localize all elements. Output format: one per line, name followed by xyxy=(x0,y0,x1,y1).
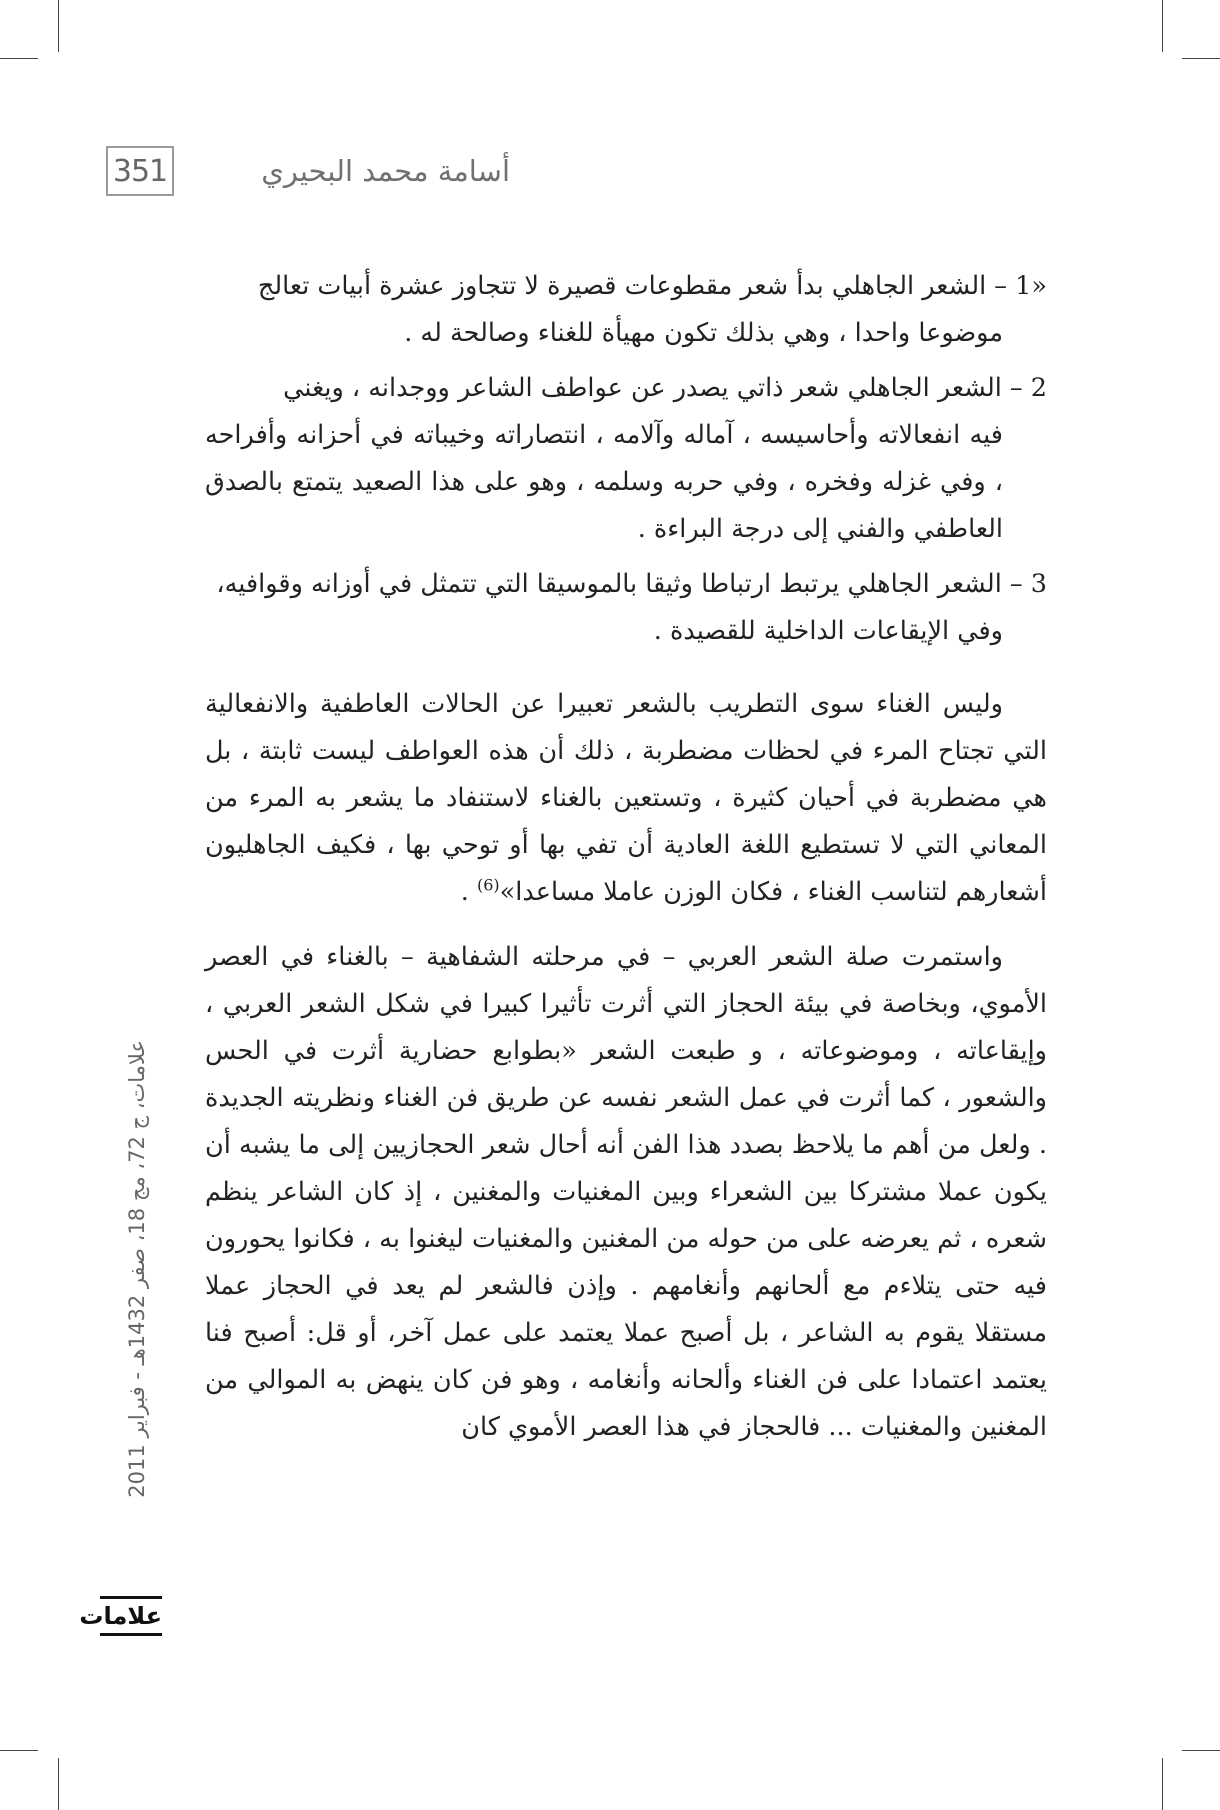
list-item xyxy=(205,561,1047,655)
crop-mark xyxy=(1182,1750,1220,1751)
journal-logo: علامات xyxy=(100,1596,162,1636)
paragraph-text: وليس الغناء سوى التطريب بالشعر تعبيرا عن الحالات العاطفية والانفعالية التي تجتاح المرء في لحظات مضطربة ، ذلك أن هذه العواطف ليست ثابتة ، بل هي مضطربة في أحيان كثيرة ، وتستعين بالغناء لاستنفاد ما يشعر به المرء من المعاني التي لا تستطيع اللغة العادية أن تفي بها أو توحي بها ، فكيف الجاهليون أشعارهم لتناسب الغناء ، فكان الوزن عاملا مساعدا» xyxy=(205,689,1047,907)
crop-mark xyxy=(58,1758,59,1810)
running-header-author: أسامة محمد البحيري xyxy=(261,154,510,188)
crop-mark xyxy=(0,1750,38,1751)
list-item-text: فيه انفعالاته وأحاسيسه ، آماله وآلامه ، انتصاراته وخيباته في أحزانه وأفراحه ، وفي غزله وفخره ، وفي حربه وسلمه ، وهو على هذا الصعيد يتمتع بالصدق العاطفي والفني إلى درجة البراءة . xyxy=(205,420,1003,544)
crop-mark xyxy=(58,0,59,52)
crop-mark xyxy=(1182,58,1220,59)
body-paragraph: واستمرت صلة الشعر العربي – في مرحلته الشفاهية – بالغناء في العصر الأموي، وبخاصة في بيئة الحجاز التي أثرت تأثيرا كبيرا في شكل الشعر العربي ، وإيقاعاته ، وموضوعاته ، و طبعت الشعر «بطوابع حضارية أثرت في الحس والشعور ، كما أثرت في عمل الشعر نفسه عن طريق فن الغناء ونظريته الجديدة . ولعل من أهم ما يلاحظ بصدد هذا الفن أنه أحال شعر الحجازيين إلى ما يشبه أن يكون عملا مشتركا بين الشعراء وبين المغنيات والمغنين ، إذ كان الشاعر ينظم شعره ، ثم يعرضه على من حوله من المغنين والمغنيات ليغنوا به ، فكانوا يحورون فيه حتى يتلاءم مع ألحانهم وأنغامهم . وإذن فالشعر لم يعد في الحجاز عملا مستقلا يقوم به الشاعر ، بل أصبح عملا يعتمد على عمل آخر، أو قل: أصبح فنا يعتمد اعتمادا على فن الغناء وألحانه وأنغامه ، وهو فن كان ينهض به الموالي من المغنين والمغنيات ... فالحجاز في هذا العصر الأموي كان xyxy=(205,942,1047,1442)
list-item xyxy=(205,365,1047,553)
sentence-end: . xyxy=(460,877,469,907)
page-number: 351 xyxy=(106,146,174,196)
list-item-first-line: الشعر الجاهلي بدأ شعر مقطوعات قصيرة لا تتجاوز عشرة أبيات تعالج xyxy=(257,271,987,301)
list-item-first-line: الشعر الجاهلي شعر ذاتي يصدر عن عواطف الشاعر ووجدانه ، ويغني xyxy=(283,373,1002,403)
article-body xyxy=(205,263,1047,1451)
crop-mark xyxy=(1162,0,1163,52)
list-item-number: 2 – xyxy=(1009,373,1047,403)
list-item xyxy=(205,263,1047,357)
body-paragraph xyxy=(205,681,1047,916)
list-item-number: 3 – xyxy=(1009,569,1047,599)
footnote-ref[interactable]: (6) xyxy=(476,875,500,895)
list-item-text: موضوعا واحدا ، وهي بذلك تكون مهيأة للغناء وصالحة له . xyxy=(404,318,1003,348)
list-item-text: وفي الإيقاعات الداخلية للقصيدة . xyxy=(653,616,1003,646)
journal-info: علامات، ج 72، مج 18، صفر 1432هـ - فبراير 2011 xyxy=(125,1040,149,1498)
list-item-number: «1 – xyxy=(994,271,1047,301)
list-item-first-line: الشعر الجاهلي يرتبط ارتباطا وثيقا بالموسيقا التي تتمثل في أوزانه وقوافيه، xyxy=(216,569,1002,599)
crop-mark xyxy=(0,58,38,59)
crop-mark xyxy=(1162,1758,1163,1810)
